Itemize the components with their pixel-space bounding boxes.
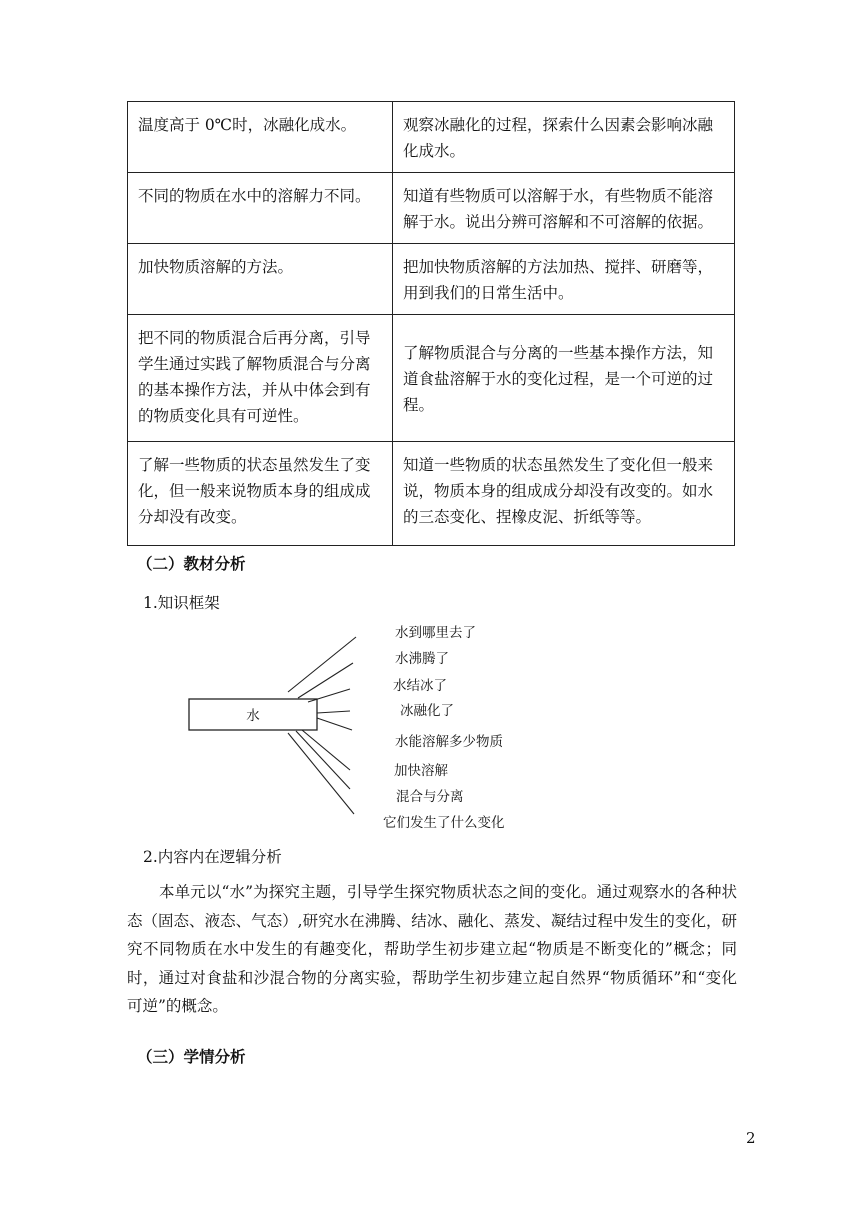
branch-label: 水结冰了 (393, 678, 447, 694)
branch-label: 冰融化了 (400, 703, 454, 719)
table-row (128, 173, 735, 244)
branch-label: 水能溶解多少物质 (395, 734, 503, 750)
table-cell-content: 加快物质溶解的方法。 (128, 244, 393, 315)
branch-label: 混合与分离 (396, 789, 464, 805)
table-cell-goal: 了解物质混合与分离的一些基本操作方法，知道食盐溶解于水的变化过程，是一个可逆的过程。 (393, 315, 735, 442)
table-cell-content: 把不同的物质混合后再分离，引导学生通过实践了解物质混合与分离的基本操作方法，并从中体会到有的物质变化具有可逆性。 (128, 315, 393, 442)
branch-line (317, 718, 352, 730)
center-label: 水 (246, 708, 260, 724)
branch-label: 它们发生了什么变化 (383, 815, 505, 831)
branch-line (296, 731, 350, 789)
table-row (128, 244, 735, 315)
page-number: 2 (746, 1129, 756, 1147)
section-heading-textbook-analysis: （二）教材分析 (137, 555, 246, 573)
branch-line (298, 663, 353, 698)
branch-label: 水到哪里去了 (395, 625, 476, 641)
table-cell-goal: 知道有些物质可以溶解于水，有些物质不能溶解于水。说出分辨可溶解和不可溶解的依据。 (393, 173, 735, 244)
branch-line (317, 711, 350, 713)
subheading-logic-analysis: 2.内容内在逻辑分析 (143, 848, 282, 866)
section-heading-learner-analysis: （三）学情分析 (137, 1048, 246, 1066)
table-cell-goal: 知道一些物质的状态虽然发生了变化但一般来说，物质本身的组成成分却没有改变的。如水的三态变化、捏橡皮泥、折纸等等。 (393, 442, 735, 546)
branch-label: 加快溶解 (394, 763, 448, 779)
table-cell-content: 不同的物质在水中的溶解力不同。 (128, 173, 393, 244)
table-row (128, 102, 735, 173)
subheading-knowledge-framework: 1.知识框架 (143, 594, 220, 612)
knowledge-framework-diagram (180, 620, 540, 840)
objectives-table (127, 101, 735, 546)
table-row (128, 442, 735, 546)
table-cell-content: 了解一些物质的状态虽然发生了变化，但一般来说物质本身的组成成分却没有改变。 (128, 442, 393, 546)
branch-line (288, 637, 356, 692)
table-cell-goal: 观察冰融化的过程，探索什么因素会影响冰融化成水。 (393, 102, 735, 173)
branch-label: 水沸腾了 (395, 651, 449, 667)
table-cell-content: 温度高于 0℃时，冰融化成水。 (128, 102, 393, 173)
analysis-paragraph: 本单元以“水”为探究主题，引导学生探究物质状态之间的变化。通过观察水的各种状态（固态、液态、气态）,研究水在沸腾、结冰、融化、蒸发、凝结过程中发生的变化，研究不同物质在水中发生的有趣变化，帮助学生初步建立起“物质是不断变化的”概念；同时，通过对食盐和沙混合物的分离实验，帮助学生初步建立起自然界“物质循环”和“变化可逆”的概念。 (127, 883, 737, 1016)
table-cell-goal: 把加快物质溶解的方法加热、搅拌、研磨等，用到我们的日常生活中。 (393, 244, 735, 315)
table-row (128, 315, 735, 442)
branch-line (308, 689, 350, 702)
